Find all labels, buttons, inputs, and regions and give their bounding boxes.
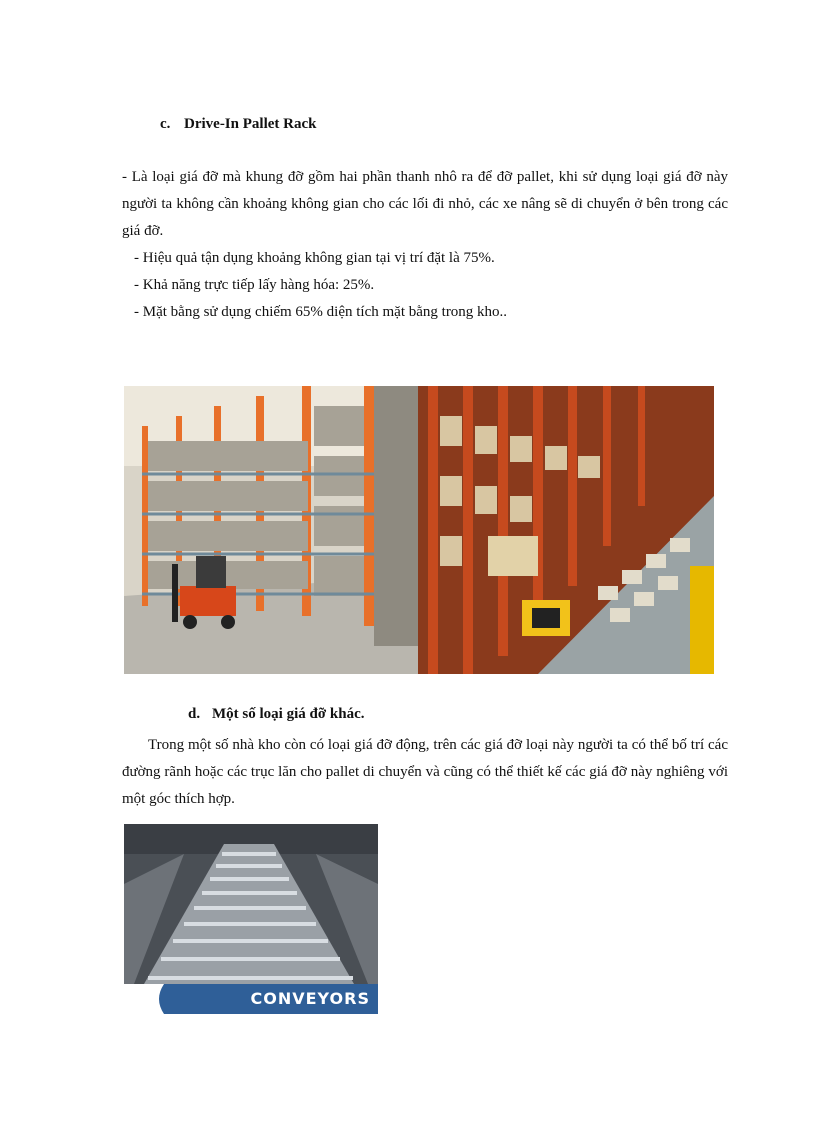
conveyor-label: CONVEYORS (250, 989, 370, 1008)
section-d-marker: d. (188, 706, 201, 722)
section-c-title: Drive-In Pallet Rack (184, 116, 317, 132)
section-d-heading (188, 706, 364, 723)
section-c-intro: - Là loại giá đỡ mà khung đỡ gồm hai phần thanh nhô ra để đỡ pallet, khi sử dụng loại giá đỡ này người ta không cần khoảng không gian cho các lối đi nhỏ, các xe nâng sẽ di chuyển ở bên trong các giá đỡ. (122, 169, 728, 239)
section-c-marker: c. (160, 116, 171, 132)
section-c-bullet-2: - Khả năng trực tiếp lấy hàng hóa: 25%. (134, 277, 375, 293)
section-d-paragraph: Trong một số nhà kho còn có loại giá đỡ động, trên các giá đỡ loại này người ta có thể bố trí các đường rãnh hoặc các trục lăn cho pallet di chuyển và cũng có thể thiết kế các giá đỡ này nghiêng với một góc thích hợp. (122, 737, 728, 807)
section-d-title: Một số loại giá đỡ khác. (212, 706, 365, 722)
overhead-rack-illustration (418, 386, 714, 674)
section-c-bullet-1: - Hiệu quả tận dụng khoảng không gian tại vị trí đặt là 75%. (134, 250, 495, 266)
drive-in-rack-photo (124, 386, 418, 674)
drive-in-rack-illustration (124, 386, 418, 674)
section-c-heading (160, 116, 316, 133)
conveyor-photo (124, 824, 378, 1014)
conveyor-illustration (124, 824, 378, 1014)
overhead-rack-photo (418, 386, 714, 674)
section-c-bullet-3: - Mặt bằng sử dụng chiếm 65% diện tích mặt bằng trong kho.. (134, 304, 508, 320)
